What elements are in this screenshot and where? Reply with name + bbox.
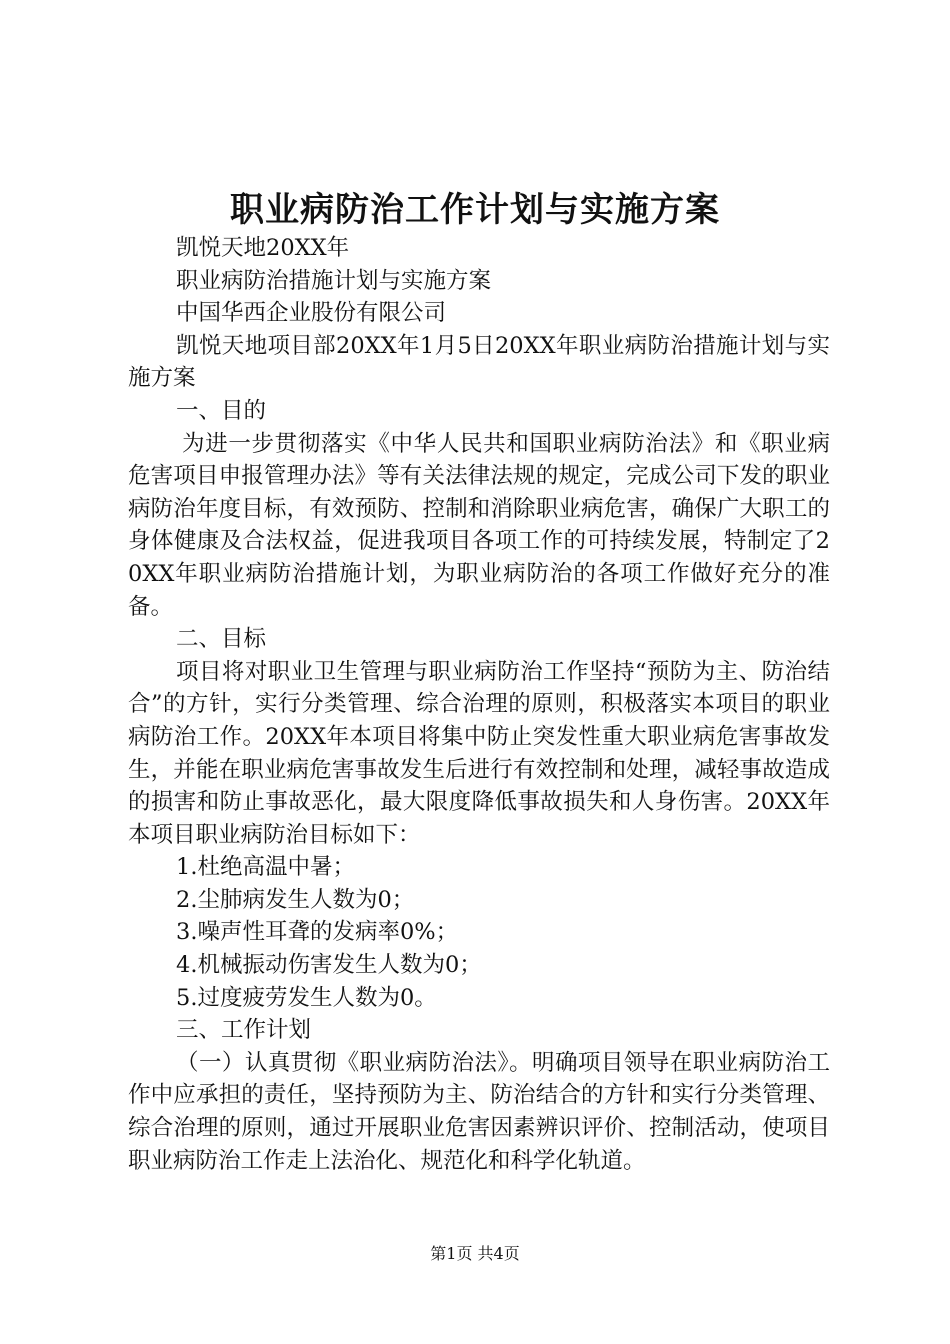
section-heading-purpose: 一、目的 [176, 397, 267, 424]
paragraph-purpose: 为进一步贯彻落实《中华人民共和国职业病防治法》和《职业病危害项目申报管理办法》等有关法律法规的规定，完成公司下发的职业病防治年度目标，有效预防、控制和消除职业病危害，确保广大职工的身体健康及合法权益，促进我项目各项工作的可持续发展，特制定了20XX年职业病防治措施计划，为职业病防治的各项工作做好充分的准备。 [128, 430, 830, 620]
paragraph-plan-name: 职业病防治措施计划与实施方案 [176, 267, 492, 294]
goal-item: 2.尘肺病发生人数为0； [176, 886, 415, 913]
goal-item: 3.噪声性耳聋的发病率0%； [176, 919, 459, 946]
paragraph-goals: 项目将对职业卫生管理与职业病防治工作坚持“预防为主、防治结合”的方针，实行分类管理、综合治理的原则，积极落实本项目的职业病防治工作。20XX年本项目将集中防止突发性重大职业病危害事故发生，并能在职业病危害事故发生后进行有效控制和处理，减轻事故造成的损害和防止事故恶化，最大限度降低事故损失和人身伤害。20XX年本项目职业病防治目标如下： [128, 658, 830, 848]
paragraph-work-plan-1: （一）认真贯彻《职业病防治法》。明确项目领导在职业病防治工作中应承担的责任，坚持预防为主、防治结合的方针和实行分类管理、综合治理的原则，通过开展职业危害因素辨识评价、控制活动，使项目职业病防治工作走上法治化、规范化和科学化轨道。 [128, 1049, 830, 1174]
paragraph-project-year: 凯悦天地20XX年 [176, 235, 350, 261]
document-title: 职业病防治工作计划与实施方案 [230, 190, 720, 230]
section-heading-work-plan: 三、工作计划 [176, 1017, 312, 1044]
page-footer: 第1页 共4页 [430, 1244, 520, 1263]
paragraph-department-date: 凯悦天地项目部20XX年1月5日20XX年职业病防治措施计划与实施方案 [128, 332, 830, 392]
goal-item: 4.机械振动伤害发生人数为0； [176, 952, 482, 979]
goal-item: 5.过度疲劳发生人数为0。 [176, 984, 437, 1011]
paragraph-company: 中国华西企业股份有限公司 [176, 300, 447, 327]
goal-item: 1.杜绝高温中暑； [176, 854, 355, 881]
document-body [128, 232, 830, 1177]
section-heading-goals: 二、目标 [176, 626, 267, 653]
